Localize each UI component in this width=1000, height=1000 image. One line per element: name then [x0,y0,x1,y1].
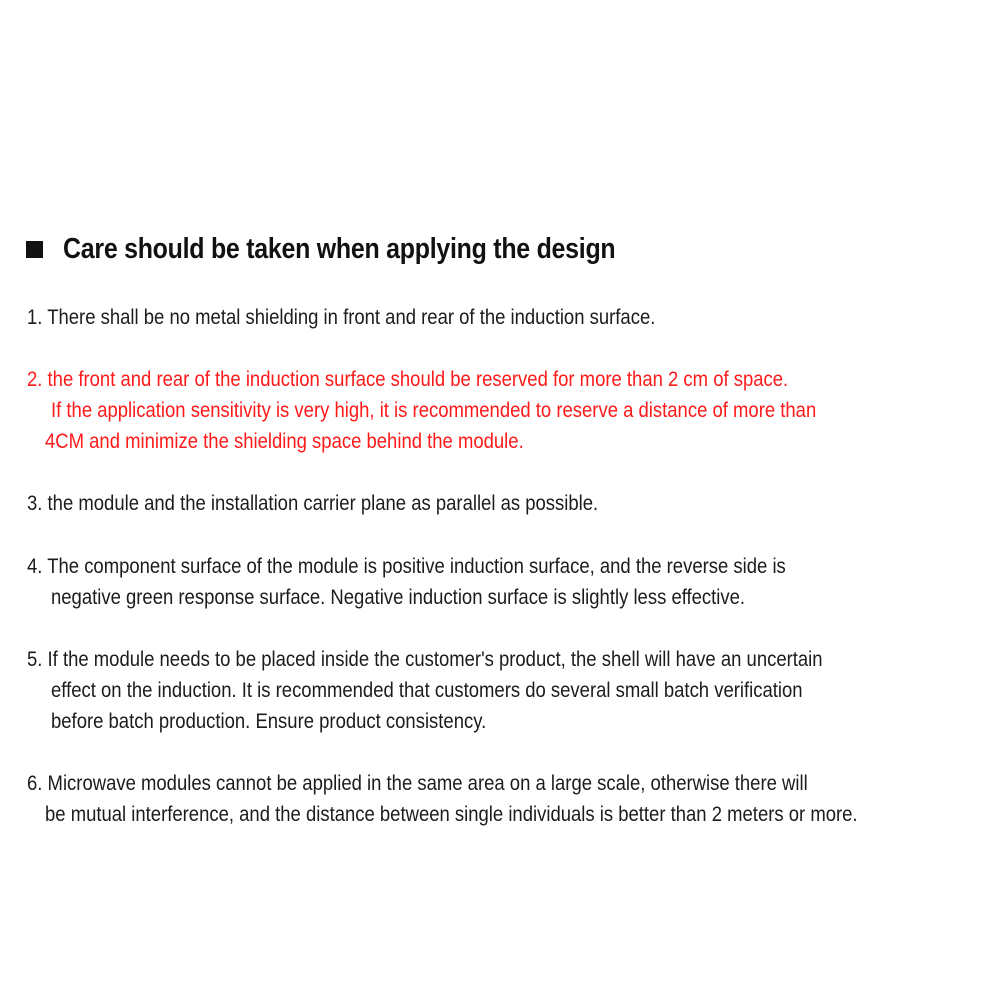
section-heading [26,229,705,269]
item-5-line-3: before batch production. Ensure product consistency. [51,710,487,733]
item-2-line-3: 4CM and minimize the shielding space behind the module. [45,430,524,453]
item-2-line-2: If the application sensitivity is very high, it is recommended to reserve a distance of more than [51,399,817,422]
section-heading-text: Care should be taken when applying the design [63,232,616,265]
item-5-line-2: effect on the induction. It is recommended that customers do several small batch verification [51,679,803,702]
item-6-line-2: be mutual interference, and the distance between single individuals is better than 2 meters or more. [45,803,858,826]
item-4-line-1: 4. The component surface of the module is positive induction surface, and the reverse side is [27,555,786,578]
item-3-line-1: 3. the module and the installation carrier plane as parallel as possible. [27,492,599,515]
black-square-bullet-icon [26,241,43,258]
item-6-line-1: 6. Microwave modules cannot be applied in the same area on a large scale, otherwise there will [27,772,808,795]
item-5-line-1: 5. If the module needs to be placed inside the customer's product, the shell will have an uncertain [27,648,823,671]
item-2-line-1: 2. the front and rear of the induction surface should be reserved for more than 2 cm of space. [27,368,789,391]
item-4-line-2: negative green response surface. Negative induction surface is slightly less effective. [51,586,746,609]
item-1-line-1: 1. There shall be no metal shielding in front and rear of the induction surface. [27,306,656,329]
